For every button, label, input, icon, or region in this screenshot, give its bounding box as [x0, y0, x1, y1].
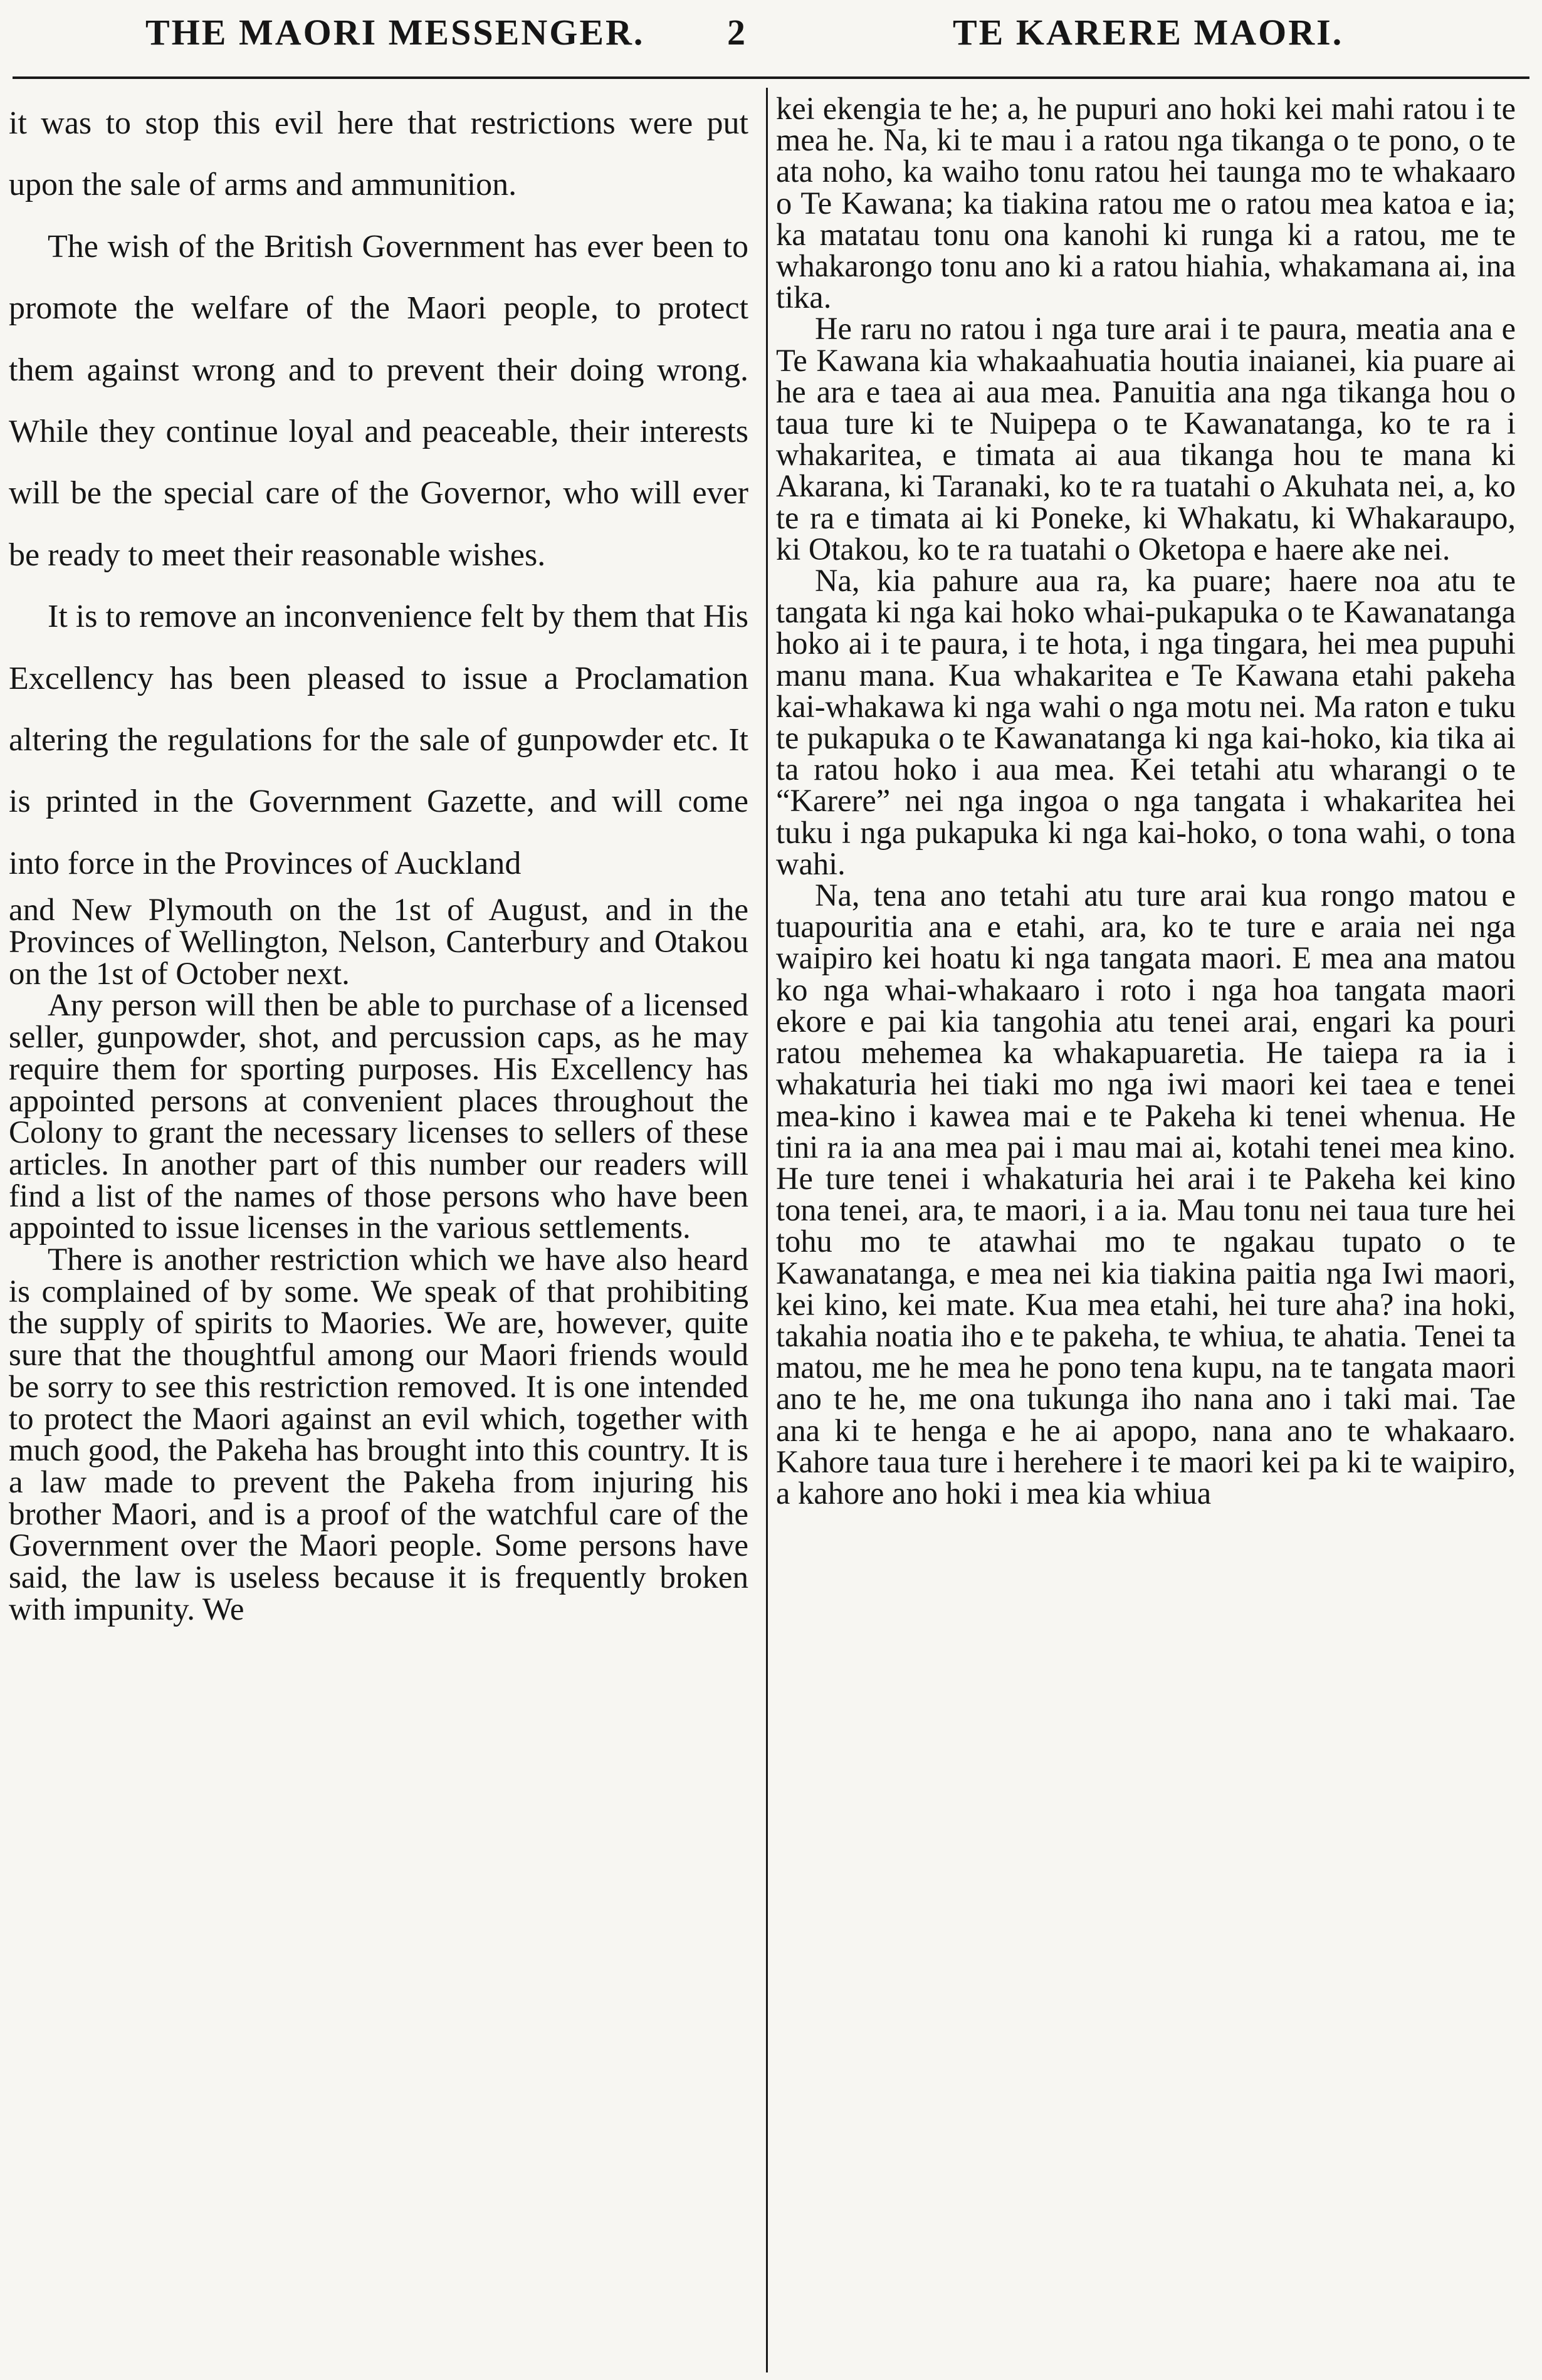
english-paragraph: and New Plymouth on the 1st of August, and in the Provinces of Wellington, Nelson, Canterbury and Otakou on the 1st of October next. [9, 893, 748, 992]
english-column [9, 93, 748, 1625]
header-rule [13, 76, 1529, 79]
page-number: 2 [727, 12, 747, 53]
masthead-maori-title: TE KARERE MAORI. [953, 12, 1344, 53]
maori-paragraph: Na, kia pahure aua ra, ka puare; haere noa atu te tangata ki nga kai hoko whai-pukapuka o te Kawanatanga hoko ai i te paura, i te hota, i nga tingara, hei mea pupuhi manu mana. Kua whakaritea e Te Kawana etahi pakeha kai-whakawa ki nga wahi o nga motu nei. Ma raton e tuku te pukapuka o te Kawanatanga ki nga kai-hoko, kia tika ai ta ratou hoko i aua mea. Kei tetahi atu wharangi o te “Karere” nei nga ingoa o nga tangata i whakaritea hei tuku i nga pukapuka ki nga kai-hoko, o tona wahi, o tona wahi. [776, 563, 1516, 881]
maori-paragraph: kei ekengia te he; a, he pupuri ano hoki kei mahi ratou i te mea he. Na, ki te mau i a ratou nga tikanga o te pono, o te ata noho, ka waiho tonu ratou hei taunga mo te whakaaro o Te Kawana; ka tiakina ratou me o ratou mea katoa e ia; ka matatau tonu ona kanohi ki runga ki a ratou, me te whakarongo tonu ano ki a ratou hiahia, whakamana ai, ina tika. [776, 91, 1516, 315]
english-paragraph: There is another restriction which we have also heard is complained of by some. We speak of that prohibiting the supply of spirits to Maories. We are, however, quite sure that the thoughtful among our Maori friends would be sorry to see this restriction removed. It is one intended to protect the Maori against an evil which, together with much good, the Pakeha has brought into this country. It is a law made to prevent the Pakeha from injuring his brother Maori, and is a proof of the watchful care of the Government over the Maori people. Some persons have said, the law is useless because it is frequently broken with impunity. We [9, 1242, 748, 1627]
english-paragraph: It is to remove an inconvenience felt by them that His Excellency has been pleased to issue a Proclamation altering the regulations for the sale of gunpowder etc. It is printed in the Government Gazette, and will come into force in the Provinces of Auckland [9, 599, 748, 881]
english-paragraph: it was to stop this evil here that restrictions were put upon the sale of arms and ammunition. [9, 105, 748, 203]
maori-column [776, 93, 1516, 1509]
masthead-english-title: THE MAORI MESSENGER. [145, 12, 645, 53]
masthead [0, 0, 1542, 81]
maori-paragraph: Na, tena ano tetahi atu ture arai kua rongo matou e tuapouritia ana e etahi, ara, ko te ture e araia nei nga waipiro kei hoatu ki nga tangata maori. E mea ana matou ko nga whai-whakaaro i roto i nga hoa tangata maori ekore e pai kia tangohia atu tenei arai, engari ka pouri ratou mehemea ka whakapuaretia. He taiepa ra ia i whakaturia hei tiaki mo nga iwi maori kei taea e tenei mea-kino i kawea mai e te Pakeha ki tenei whenua. He tini ra ia ana mea pai i mau mai ai, kotahi tenei mea kino. He ture tenei i whakaturia hei arai i te Pakeha kei kino tona tenei, ara, te maori, i a ia. Mau tonu nei taua ture hei tohu mo te atawhai mo te ngakau tupato o te Kawanatanga, e mea nei kia tiakina paitia nga Iwi maori, kei kino, kei mate. Kua mea etahi, hei ture aha? ina hoki, takahia noatia iho e te pakeha, te whiua, te ahatia. Tenei ta matou, me he mea he pono tena kupu, na te tangata maori ano te he, me ona tukunga iho nana ano i taki mai. Tae ana ki te henga e he ai apopo, nana ano te whakaaro. Kahore taua ture i herehere i te maori kei pa ki te waipiro, a kahore ano hoki i mea kia whiua [776, 878, 1516, 1511]
maori-paragraph: He raru no ratou i nga ture arai i te paura, meatia ana e Te Kawana kia whakaahuatia houtia inaianei, kia puare ai he ara e taea ai aua mea. Panuitia ana nga tikanga hou o taua ture ki te Nuipepa o te Kawanatanga, ko te ra i whakaritea, e timata ai aua tikanga hou te mana ki Akarana, ki Taranaki, ko te ra tuatahi o Akuhata nei, a, ko te ra e timata ai ki Poneke, ki Whakatu, ki Whakaraupo, ki Otakou, ko te ra tuatahi o Oketopa e haere ake nei. [776, 311, 1516, 567]
column-divider [766, 88, 768, 2372]
english-paragraph: Any person will then be able to purchase of a licensed seller, gunpowder, shot, and percussion caps, as he may require them for sporting purposes. His Excellency has appointed persons at convenient places throughout the Colony to grant the necessary licenses to sellers of these articles. In another part of this number our readers will find a list of the names of those persons who have been appointed to issue licenses in the various settlements. [9, 988, 748, 1246]
english-paragraph: The wish of the British Government has ever been to promote the welfare of the Maori people, to protect them against wrong and to prevent their doing wrong. While they continue loyal and peaceable, their interests will be the special care of the Governor, who will ever be ready to meet their reasonable wishes. [9, 228, 748, 573]
